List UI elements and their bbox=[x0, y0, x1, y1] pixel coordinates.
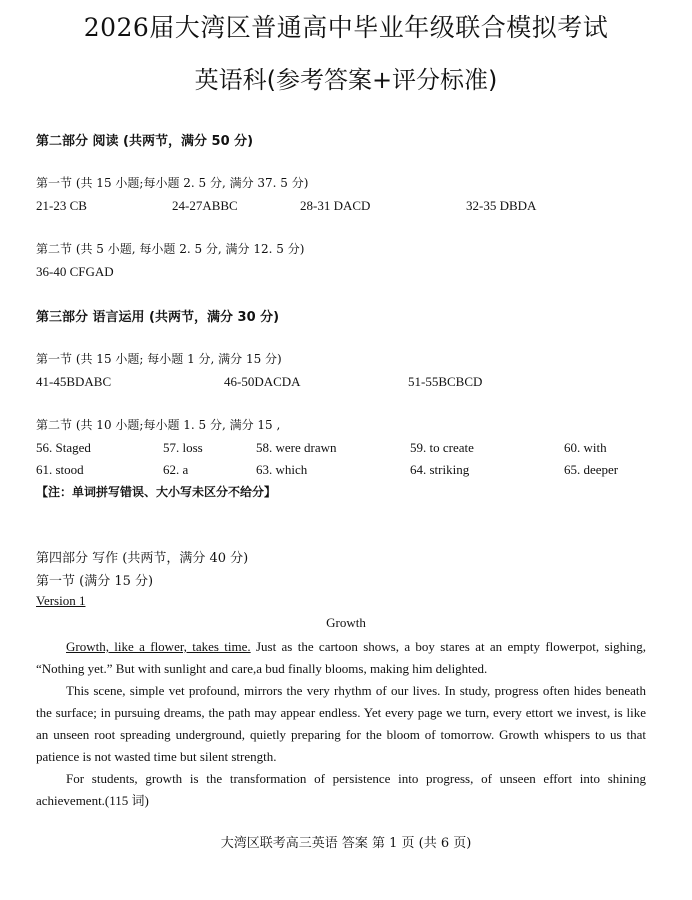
answer-group: 21-23 CB bbox=[36, 198, 87, 213]
essay-title: Growth bbox=[326, 615, 366, 630]
part2-heading: 第二部分 阅读 (共两节，满分 50 分) bbox=[36, 134, 254, 149]
part3-heading: 第三部分 语言运用 (共两节，满分 30 分) bbox=[36, 310, 280, 325]
answer-item: 62. a bbox=[163, 462, 189, 477]
answer-item: 60. with bbox=[564, 440, 607, 455]
answer-group: 51-55BCBCD bbox=[408, 374, 483, 389]
part2-sec2-heading: 第二节 (共 5 小题, 每小题 2. 5 分, 满分 12. 5 分) bbox=[36, 242, 305, 256]
essay-paragraph bbox=[36, 636, 646, 680]
part4-heading: 第四部分 写作 (共两节，满分 40 分) bbox=[36, 551, 249, 566]
paragraph-text: Just as the cartoon shows, a boy stares at an empty flowerpot, sighing, “Nothing yet.” But with sunlight and care,a bud finally blooms, making him delighted. bbox=[36, 639, 647, 676]
answer-group: 24-27ABBC bbox=[172, 198, 238, 213]
answer-item: 59. to create bbox=[410, 440, 474, 455]
page-footer: 大湾区联考高三英语 答案 第 1 页 (共 6 页) bbox=[220, 836, 472, 851]
exam-title: 2026届大湾区普通高中毕业年级联合模拟考试 bbox=[83, 13, 609, 42]
grading-note: 【注：单词拼写错误、大小写未区分不给分】 bbox=[36, 485, 277, 499]
answer-item: 65. deeper bbox=[564, 462, 619, 477]
essay-body bbox=[36, 636, 646, 812]
part3-sec1-heading: 第一节 (共 15 小题; 每小题 1 分, 满分 15 分) bbox=[36, 352, 282, 366]
version-label: Version 1 bbox=[36, 593, 86, 608]
essay-paragraph: This scene, simple vet profound, mirrors the very rhythm of our lives. In study, progress often hides beneath the surface; in pursuing dreams, the path may appear endless. Yet every page we turn, every ettort we invest, is like an unseen root spreading underground, quietly preparing for the bloom of tomorrow. Growth whispers to us that patience is not wasted time but silent strength. bbox=[36, 683, 646, 764]
answer-key-subtitle: 英语科(参考答案+评分标准) bbox=[194, 66, 498, 94]
answer-group: 28-31 DACD bbox=[300, 198, 371, 213]
answer-item: 61. stood bbox=[36, 462, 84, 477]
answer-group: 32-35 DBDA bbox=[466, 198, 537, 213]
essay-paragraph: For students, growth is the transformation of persistence into progress, of unseen effort into shining achievement.(115 词) bbox=[36, 771, 646, 808]
part4-sec1-heading: 第一节 (满分 15 分) bbox=[36, 574, 154, 589]
answer-group: 36-40 CFGAD bbox=[36, 264, 114, 279]
part3-sec2-heading: 第二节 (共 10 小题;每小题 1. 5 分, 满分 15 , bbox=[36, 418, 281, 432]
part2-sec1-heading: 第一节 (共 15 小题;每小题 2. 5 分, 满分 37. 5 分) bbox=[36, 176, 309, 190]
answer-group: 41-45BDABC bbox=[36, 374, 112, 389]
answer-item: 57. loss bbox=[163, 440, 203, 455]
topic-sentence: Growth, like a flower, takes time. bbox=[66, 639, 251, 654]
answer-item: 56. Staged bbox=[36, 440, 91, 455]
answer-item: 58. were drawn bbox=[256, 440, 337, 455]
answer-item: 63. which bbox=[256, 462, 308, 477]
answer-group: 46-50DACDA bbox=[224, 374, 301, 389]
answer-item: 64. striking bbox=[410, 462, 470, 477]
